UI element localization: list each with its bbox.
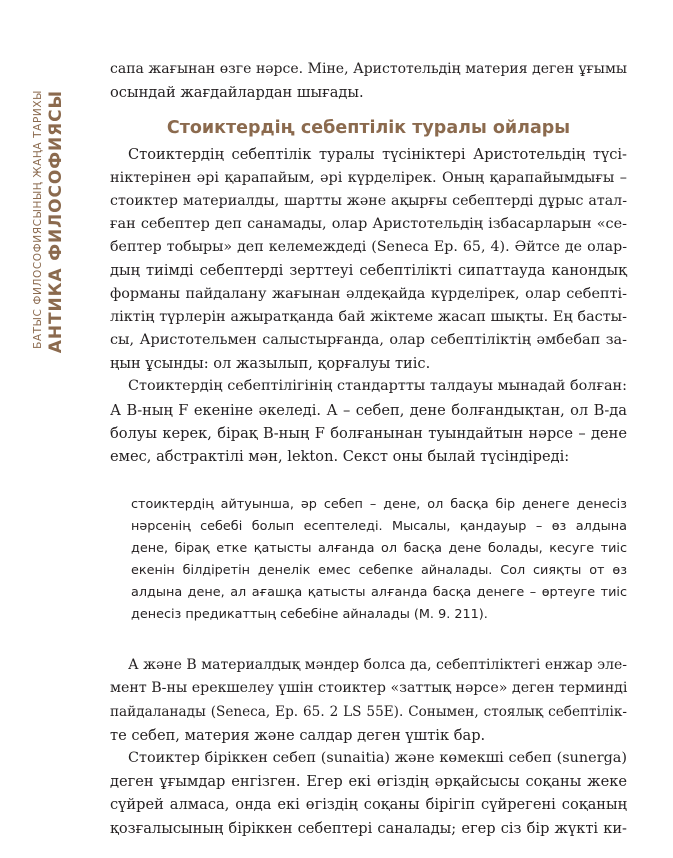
text-line: ніктерінен әрі қарапайым, әрі күрделірек. Оның қарапайымдығы – xyxy=(110,169,627,186)
text-line: ңын ұсынды: ол жазылып, қорғалуы тиіс. xyxy=(110,355,431,373)
text-line: деген ұғымдар енгізген. Егер екі өгіздің әрқайсысы соқаны жеке xyxy=(110,773,627,791)
text-line: сүйрей алмаса, онда екі өгіздің соқаны бірігіп сүйрегені соқаның xyxy=(110,796,627,814)
text-line: ліктің түрлерін ажыратқанда бай жіктеме жасап шықты. Ең басты- xyxy=(110,308,627,325)
paragraph-analysis xyxy=(110,375,627,468)
quote-line: нәрсенің себебі болып есептеледі. Мысалы, қандауыр – өз алдына xyxy=(131,519,627,535)
page-body xyxy=(110,58,627,840)
text-line: Стоиктердің себептілік туралы түсініктері Аристотельдің түсі- xyxy=(128,146,627,164)
text-line: пайдаланады (Seneca, Ep. 65. 2 LS 55E). Сонымен, стоялық себептілік- xyxy=(110,703,627,720)
series-title: БАТЫС ФИЛОСОФИЯСЫНЫҢ ЖАҢА ТАРИХЫ xyxy=(32,90,44,349)
paragraph-causality xyxy=(110,143,627,375)
block-quote xyxy=(131,494,627,626)
text-line: сы, Аристотельмен салыстырғанда, олар себептіліктің әмбебап за- xyxy=(110,332,627,349)
quote-line: стоиктердің айтуынша, әр себеп – дене, ол басқа бір денеге денесіз xyxy=(131,497,627,513)
text-line: сапа жағынан өзге нәрсе. Міне, Аристотельдің материя деген ұғымы xyxy=(110,61,627,77)
quote-line: екенін білдіретін денелік емес себепке айналады. Сол сияқты от өз xyxy=(131,563,627,579)
text-line: мент В-ны ерекшелеу үшін стоиктер «заттық нәрсе» деген терминді xyxy=(110,680,628,697)
running-sidebar xyxy=(26,90,72,390)
text-line: Стоиктердің себептілігінің стандартты талдауы мынадай болған: xyxy=(128,378,627,395)
text-line: дың тиімді себептерді зерттеуі себептілікті сипаттауда канондық xyxy=(110,262,627,280)
text-line: форманы пайдалану жағынан әлдеқайда күрделірек, олар себепті- xyxy=(110,285,627,302)
section-heading: Стоиктердің себептілік туралы ойлары xyxy=(166,118,571,139)
text-line: стоиктер материалды, шартты және ақырғы себептерді дұрыс атал- xyxy=(110,192,627,209)
intro-paragraph xyxy=(110,58,627,104)
text-line: осындай жағдайлардан шығады. xyxy=(110,84,364,102)
text-line: болуы керек, бірақ В-ның F болғанынан туындайтын нәрсе – дене xyxy=(110,424,627,442)
paragraph-material xyxy=(110,654,627,747)
text-line: Стоиктер біріккен себеп (sunaitia) және көмекші себеп (sunerga) xyxy=(128,750,627,767)
text-line: А және В материалдық мәндер болса да, себептіліктегі енжар эле- xyxy=(128,657,627,674)
text-line: А В-ның F екеніне әкеледі. А – себеп, дене болғандықтан, ол В-да xyxy=(110,401,627,419)
text-line: емес, абстрактілі мән, lekton. Секст оны былай түсіндіреді: xyxy=(110,448,570,466)
text-line: ған себептер деп санамады, олар Аристотельдің ізбасарларын «се- xyxy=(110,216,627,233)
book-title: АНТИКА ФИЛОСОФИЯСЫ xyxy=(46,90,66,354)
paragraph-joint-cause xyxy=(110,747,627,840)
quote-line: денесіз предикаттың себебіне айналады (М. 9. 211). xyxy=(131,607,488,623)
text-line: бептер тобыры» деп келемеждеді (Seneca Ep. 65, 4). Әйтсе де олар- xyxy=(110,239,627,256)
quote-line: дене, бірақ етке қатысты алғанда ол басқа дене болады, кесуге тиіс xyxy=(131,541,627,557)
text-line: қозғалысының біріккен себептері саналады; егер сіз бір жүкті ки- xyxy=(110,819,627,837)
quote-line: алдына дене, ал ағашқа қатысты алғанда басқа денеге – өртеуге тиіс xyxy=(131,585,627,601)
text-line: те себеп, материя және салдар деген үштік бар. xyxy=(110,726,486,744)
